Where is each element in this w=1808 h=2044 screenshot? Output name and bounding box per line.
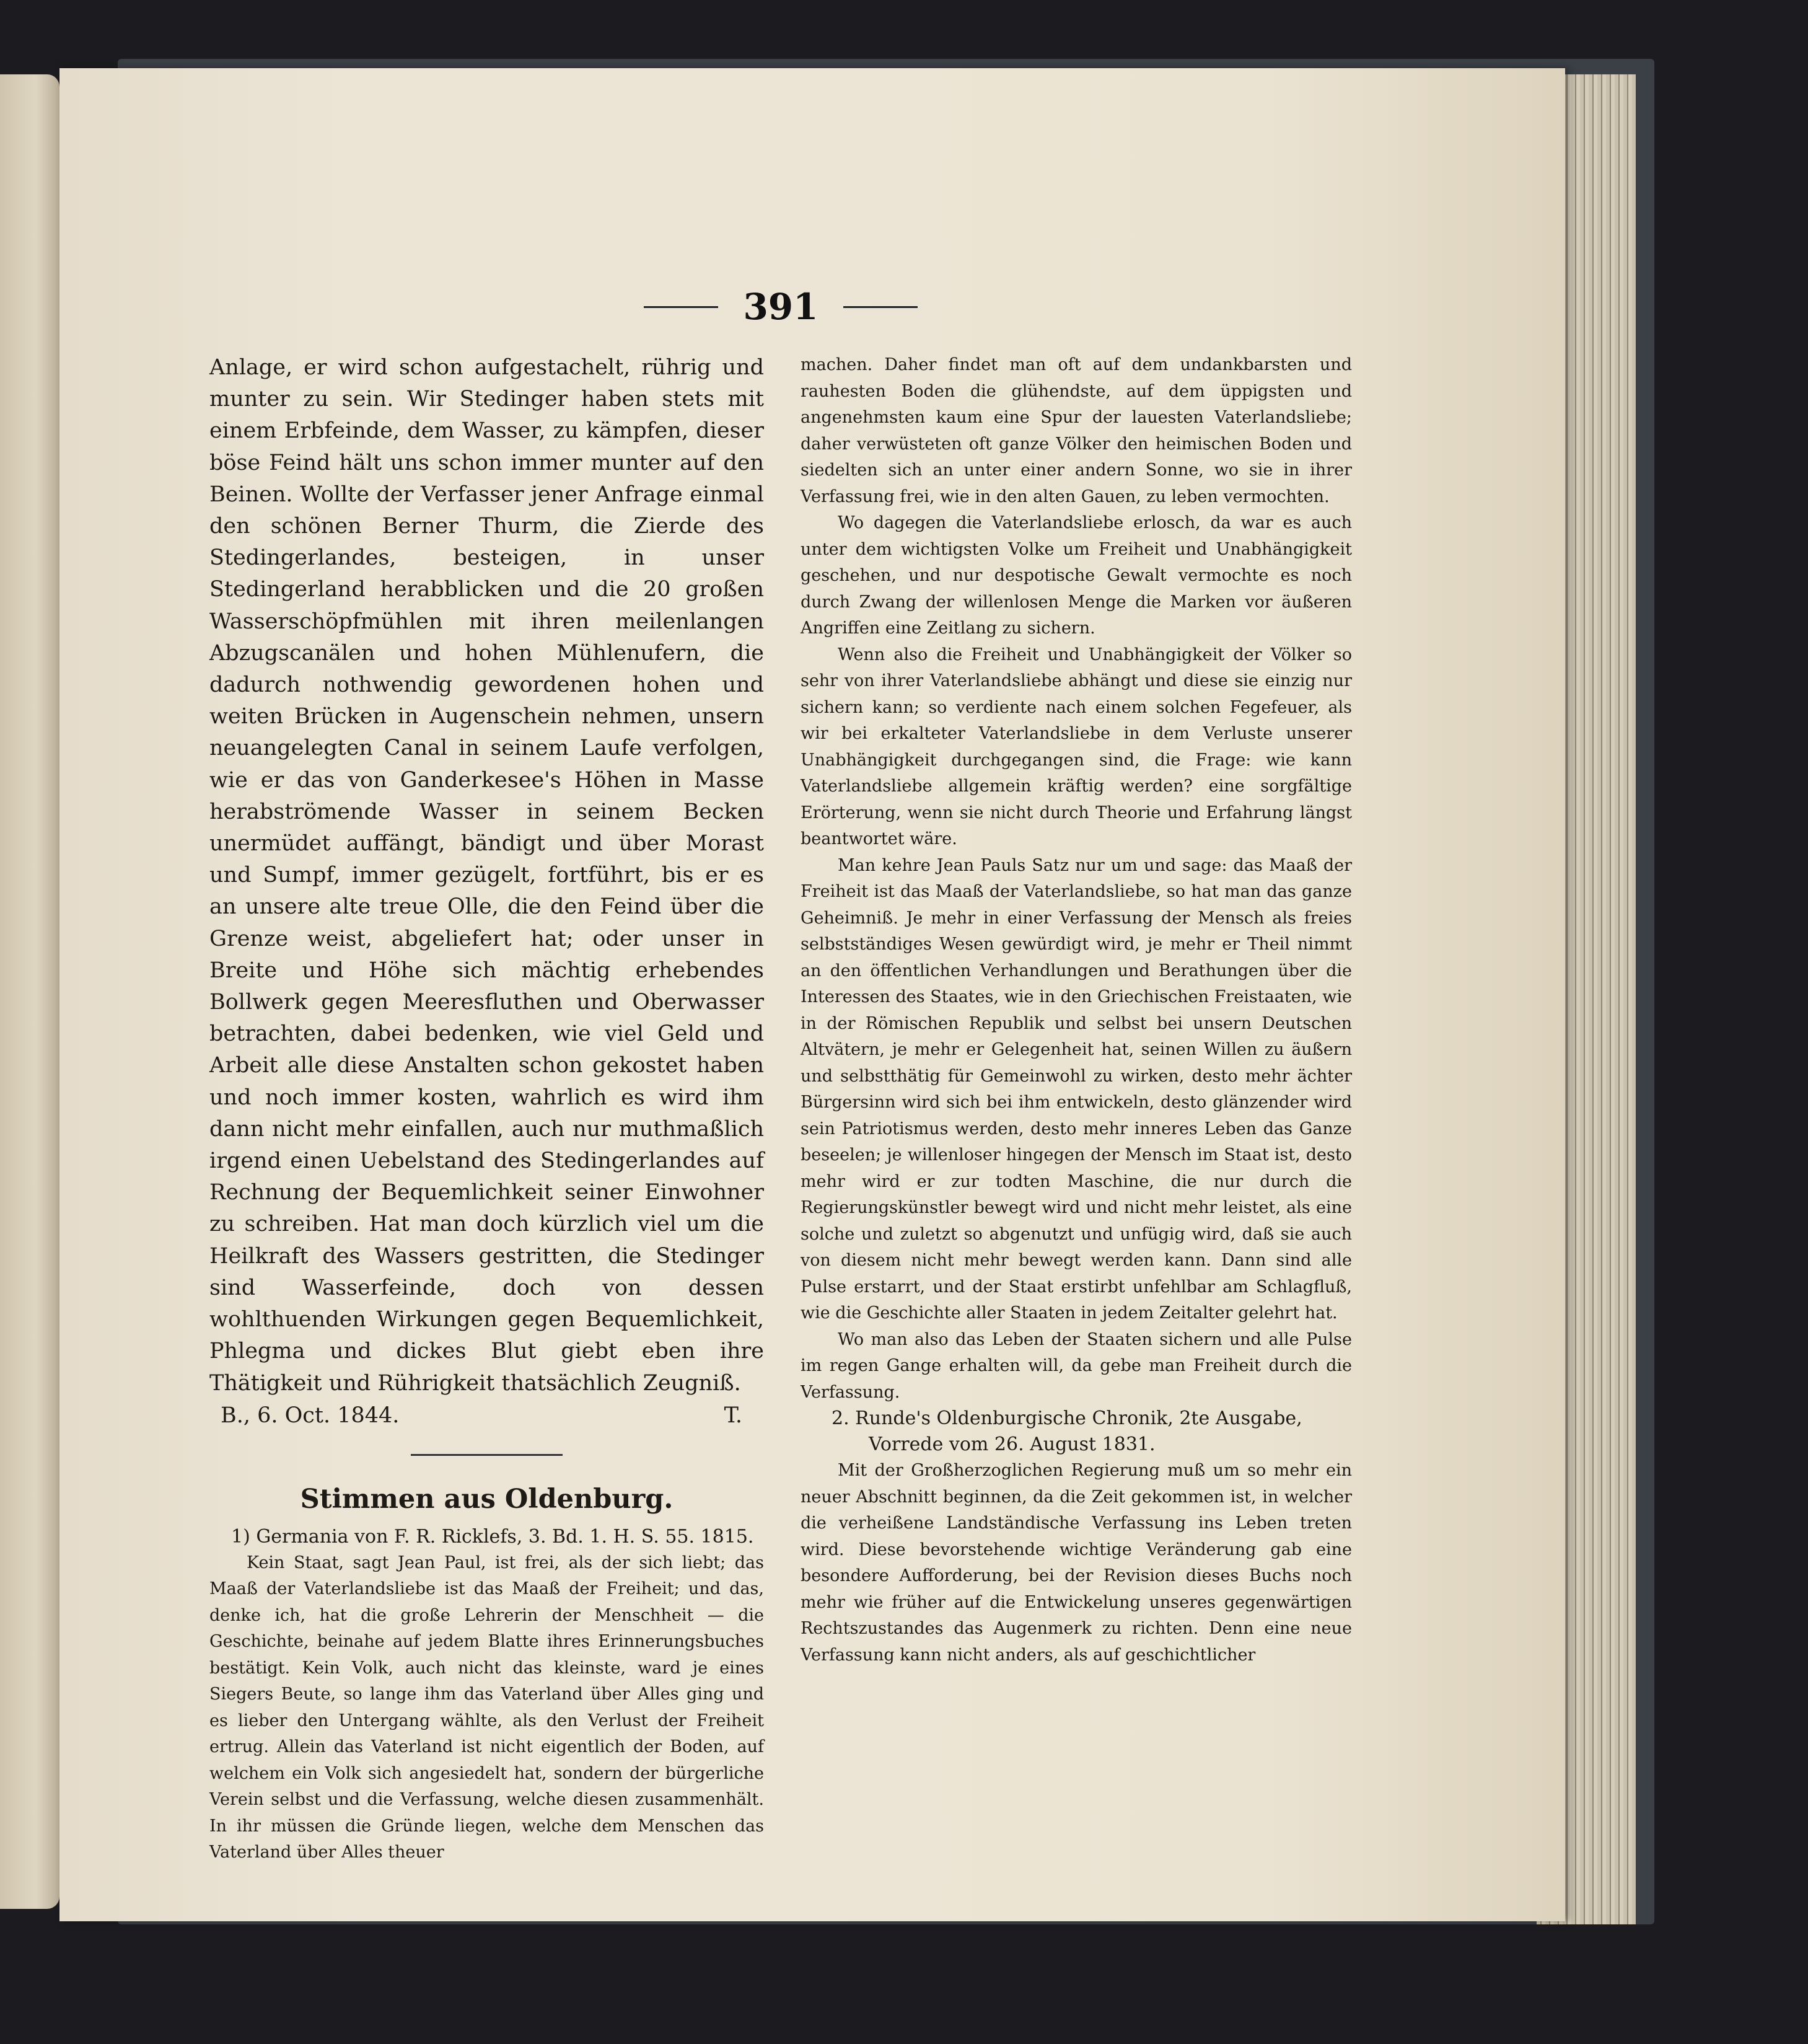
signoff-place-date: B., 6. Oct. 1844. [221,1403,400,1428]
left-column [209,352,764,1866]
reference-1-text: Kein Staat, sagt Jean Paul, ist frei, als der sich liebt; das Maaß der Vaterlandsliebe ist das Maaß der Freiheit; und das, denke ich, hat die große Lehrerin der Menschheit — die Geschichte, beinahe auf jedem Blatte ihres Erinnerungsbuches bestätigt. Kein Volk, auch nicht das kleinste, ward je eines Siegers Beute, so lange ihm das Vaterland über Alles ging und es lieber den Untergang wählte, als den Verlust der Freiheit ertrug. Allein das Vaterland ist nicht eigentlich der Boden, auf welchem ein Volk sich angesiedelt hat, sondern der bürgerliche Verein selbst und die Verfassung, welche diesen zusammenhält. In ihr müssen die Gründe liegen, welche dem Menschen das Vaterland über Alles theuer [209,1553,764,1862]
section-heading: Stimmen aus Oldenburg. [300,1483,674,1515]
paragraph: Man kehre Jean Pauls Satz nur um und sage: das Maaß der Freiheit ist das Maaß der Vaterlandsliebe, so hat man das ganze Geheimniß. Je mehr in einer Verfassung der Mensch als freies selbstständiges Wesen gewürdigt wird, je mehr er Theil nimmt an den öffentlichen Verhandlungen und Berathungen über die Interessen des Staates, wie in den Griechischen Freistaaten, wie in der Römischen Republik und selbst bei unsern Deutschen Altvätern, je mehr er Gelegenheit hat, seinen Willen zu äußern und selbstthätig für Gemeinwohl zu wirken, desto mehr ächter Bürgersinn wird sich bei ihm entwickeln, desto glänzender wird sein Patriotismus werden, desto mehr inneres Leben das Ganze beseelen; je willenloser hingegen der Mensch im Staat ist, desto mehr wird er zur todten Maschine, die nur durch die Regierungskünstler bewegt wird und nicht mehr leistet, als eine solche und zuletzt so abgenutzt und unfügig wird, daß sie auch von diesem nicht mehr bewegt werden kann. Dann sind alle Pulse erstarrt, und der Staat erstirbt unfehlbar am Schlagfluß, wie die Geschichte aller Staaten in jedem Zeitalter gelehrt hat. [801,855,1352,1323]
right-column [801,352,1352,1668]
header-rule-left [644,306,718,308]
section-divider [411,1454,563,1456]
reference-1: 1) Germania von F. R. Ricklefs, 3. Bd. 1. H. S. 55. 1815. [231,1525,754,1548]
paragraph: Wo dagegen die Vaterlandsliebe erlosch, da war es auch unter dem wichtigsten Volke um Freiheit und Unabhängigkeit geschehen, und nur despotische Gewalt vermochte es noch durch Zwang der willenlosen Menge die Marken vor äußeren Angriffen eine Zeitlang zu sichern. [801,513,1352,638]
paragraph: Wo man also das Leben der Staaten sichern und alle Pulse im regen Gange erhalten will, da gebe man Freiheit durch die Verfassung. [801,1329,1352,1402]
page-number: 391 [743,286,818,328]
signoff [209,1399,764,1432]
reference-2: 2. Runde's Oldenburgische Chronik, 2te Ausgabe, Vorrede vom 26. August 1831. [832,1407,1302,1455]
signoff-initial: T. [724,1403,742,1428]
left-page-edge [0,74,59,1909]
paragraph: Mit der Großherzoglichen Regierung muß um so mehr ein neuer Abschnitt beginnen, da die Zeit gekommen ist, in welcher die verheißene Landständische Verfassung ins Leben treten wird. Diese bevorstehende wichtige Veränderung gab eine besondere Aufforderung, bei der Revision dieses Buchs noch mehr wie früher auf die Entwickelung unseres gegenwärtigen Rechtszustandes das Augenmerk zu richten. Denn eine neue Verfassung kann nicht anders, als auf geschichtlicher [801,1461,1352,1665]
paragraph: machen. Daher findet man oft auf dem undankbarsten und rauhesten Boden die glühendste, auf dem üppigsten und angenehmsten kaum eine Spur der lauesten Vaterlandsliebe; daher verwüsteten oft ganze Völker den heimischen Boden und siedelten sich an unter einer andern Sonne, wo sie in ihrer Verfassung frei, wie in den alten Gauen, zu leben vermochten. [801,355,1352,506]
continuation-paragraph: Anlage, er wird schon aufgestachelt, rührig und munter zu sein. Wir Stedinger haben stets mit einem Erbfeinde, dem Wasser, zu kämpfen, dieser böse Feind hält uns schon immer munter auf den Beinen. Wollte der Verfasser jener Anfrage einmal den schönen Berner Thurm, die Zierde des Stedingerlandes, besteigen, in unser Stedingerland herabblicken und die 20 großen Wasserschöpfmühlen mit ihren meilenlangen Abzugscanälen und hohen Mühlenufern, die dadurch nothwendig gewordenen hohen und weiten Brücken in Augenschein nehmen, unsern neuangelegten Canal in seinem Laufe verfolgen, wie er das von Ganderkesee's Höhen in Masse herabströmende Wasser in seinem Becken unermüdet auffängt, bändigt und über Morast und Sumpf, immer gezügelt, fortführt, bis er es an unsere alte treue Olle, die den Feind über die Grenze weist, abgeliefert hat; oder unser in Breite und Höhe sich mächtig erhebendes Bollwerk gegen Meeresfluthen und Oberwasser betrachten, dabei bedenken, wie viel Geld und Arbeit alle diese Anstalten schon gekostet haben und noch immer kosten, wahrlich es wird ihm dann nicht mehr einfallen, auch nur muthmaßlich irgend einen Uebelstand des Stedingerlandes auf Rechnung der Bequemlichkeit seiner Einwohner zu schreiben. Hat man doch kürzlich viel um die Heilkraft des Wassers gestritten, die Stedinger sind Wasserfeinde, doch von dessen wohlthuenden Wirkungen gegen Bequemlichkeit, Phlegma und dickes Blut giebt eben ihre Thätigkeit und Rührigkeit thatsächlich Zeugniß. [209,355,764,1396]
paragraph: Wenn also die Freiheit und Unabhängigkeit der Völker so sehr von ihrer Vaterlandsliebe abhängt und diese sie einzig nur sichern kann; so verdiente nach einem solchen Fegefeuer, als wir bei erkalteter Vaterlandsliebe in dem Verluste unserer Unabhängigkeit durchgegangen sind, die Frage: wie kann Vaterlandsliebe allgemein kräftig werden? eine sorgfältige Erörterung, wenn sie nicht durch Theorie und Erfahrung längst beantwortet wäre. [801,645,1352,848]
header-rule-right [843,306,918,308]
page-header [626,282,936,332]
